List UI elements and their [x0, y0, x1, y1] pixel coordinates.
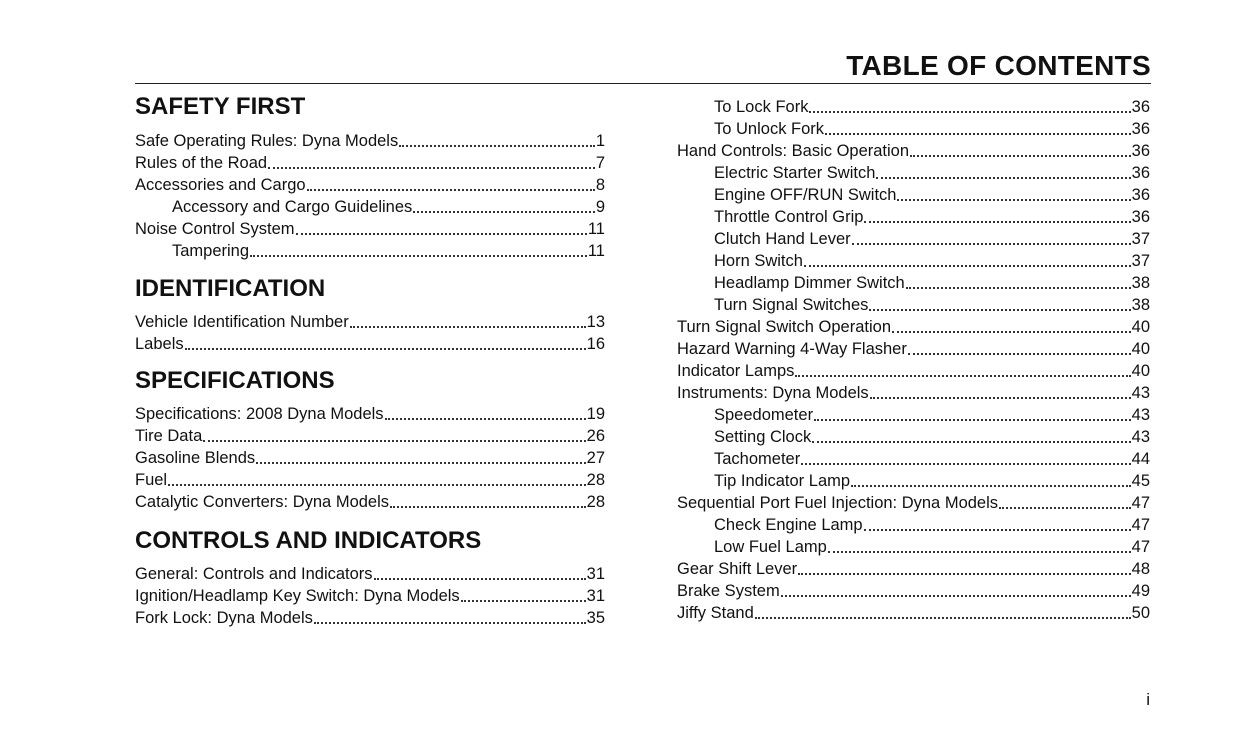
toc-entry-page: 47 — [1131, 516, 1150, 534]
toc-entry[interactable] — [135, 491, 605, 513]
toc-entry[interactable] — [677, 514, 1150, 536]
toc-entry[interactable] — [135, 311, 605, 333]
toc-entry-page: 36 — [1131, 120, 1150, 138]
toc-entry-page: 38 — [1131, 274, 1150, 292]
page-number: i — [1146, 690, 1150, 709]
dot-leader — [256, 462, 585, 464]
toc-entry-page: 37 — [1131, 252, 1150, 270]
toc-entry[interactable] — [135, 130, 605, 152]
dot-leader — [876, 177, 1130, 179]
toc-entry-label: Gear Shift Lever — [677, 560, 798, 578]
toc-entry-page: 40 — [1131, 340, 1150, 358]
toc-entry-page: 31 — [586, 565, 605, 583]
dot-leader — [314, 622, 586, 624]
dot-leader — [461, 600, 586, 602]
toc-entry-label: Gasoline Blends — [135, 449, 256, 467]
toc-entry[interactable] — [677, 448, 1150, 470]
toc-entry-page: 40 — [1131, 318, 1150, 336]
dot-leader — [892, 331, 1131, 333]
toc-entry-page: 36 — [1131, 164, 1150, 182]
toc-entry-page: 50 — [1131, 604, 1150, 622]
toc-entry-label: Instruments: Dyna Models — [677, 384, 869, 402]
toc-entry-page: 38 — [1131, 296, 1150, 314]
toc-entry-page: 37 — [1131, 230, 1150, 248]
toc-entry-label: Engine OFF/RUN Switch — [714, 186, 897, 204]
dot-leader — [999, 507, 1131, 509]
toc-entry[interactable] — [677, 492, 1150, 514]
toc-entry-page: 36 — [1131, 142, 1150, 160]
dot-leader — [296, 233, 587, 235]
dot-leader — [268, 167, 595, 169]
toc-entry-page: 26 — [586, 427, 605, 445]
dot-leader — [390, 506, 586, 508]
toc-entry-label: Low Fuel Lamp — [714, 538, 827, 556]
toc-entry[interactable] — [677, 558, 1150, 580]
toc-entry-page: 44 — [1131, 450, 1150, 468]
toc-entry-label: Vehicle Identification Number — [135, 313, 349, 331]
dot-leader — [908, 353, 1131, 355]
toc-entry[interactable] — [677, 360, 1150, 382]
toc-entry-label: General: Controls and Indicators — [135, 565, 373, 583]
dot-leader — [828, 551, 1131, 553]
dot-leader — [307, 189, 595, 191]
dot-leader — [795, 375, 1130, 377]
toc-entry[interactable] — [677, 536, 1150, 558]
toc-entry-page: 45 — [1131, 472, 1150, 490]
toc-entry-page: 40 — [1131, 362, 1150, 380]
dot-leader — [781, 595, 1131, 597]
toc-entry[interactable] — [135, 469, 605, 491]
toc-entry-label: Horn Switch — [714, 252, 803, 270]
toc-entry-label: Setting Clock — [714, 428, 812, 446]
toc-entry-label: Sequential Port Fuel Injection: Dyna Models — [677, 494, 999, 512]
toc-entry[interactable] — [677, 338, 1150, 360]
toc-entry-label: Indicator Lamps — [677, 362, 795, 380]
section-heading: SPECIFICATIONS — [135, 367, 335, 394]
toc-entry-page: 16 — [586, 335, 605, 353]
toc-entry[interactable] — [677, 162, 1150, 184]
dot-leader — [801, 463, 1130, 465]
dot-leader — [399, 145, 595, 147]
toc-entry-page: 28 — [586, 493, 605, 511]
toc-entry-page: 31 — [586, 587, 605, 605]
toc-entry-label: Hand Controls: Basic Operation — [677, 142, 910, 160]
dot-leader — [413, 211, 595, 213]
toc-entry-label: Tampering — [172, 242, 250, 260]
toc-entry[interactable] — [677, 382, 1150, 404]
toc-entry[interactable] — [135, 447, 605, 469]
toc-entry-label: Electric Starter Switch — [714, 164, 876, 182]
section-heading: IDENTIFICATION — [135, 275, 326, 302]
toc-entry-page: 43 — [1131, 406, 1150, 424]
dot-leader — [870, 397, 1131, 399]
toc-entry-label: Rules of the Road — [135, 154, 268, 172]
toc-entry[interactable] — [677, 228, 1150, 250]
toc-entry-page: 13 — [586, 313, 605, 331]
toc-entry[interactable] — [135, 425, 605, 447]
toc-entry-page: 11 — [587, 242, 605, 260]
toc-entry[interactable] — [135, 240, 605, 262]
toc-entry-label: Speedometer — [714, 406, 814, 424]
dot-leader — [203, 440, 585, 442]
toc-entry-page: 8 — [595, 176, 605, 194]
dot-leader — [812, 441, 1130, 443]
toc-entry[interactable] — [677, 470, 1150, 492]
toc-entry-label: To Lock Fork — [714, 98, 809, 116]
toc-entry[interactable] — [677, 316, 1150, 338]
toc-entry[interactable] — [135, 585, 605, 607]
toc-entry[interactable] — [677, 118, 1150, 140]
toc-entry-page: 43 — [1131, 384, 1150, 402]
toc-entry[interactable] — [677, 404, 1150, 426]
toc-entry[interactable] — [677, 184, 1150, 206]
toc-entry[interactable] — [677, 206, 1150, 228]
dot-leader — [385, 418, 586, 420]
toc-entry-label: Labels — [135, 335, 184, 353]
dot-leader — [864, 221, 1130, 223]
toc-entry-page: 35 — [586, 609, 605, 627]
dot-leader — [250, 255, 587, 257]
toc-entry-page: 27 — [586, 449, 605, 467]
dot-leader — [374, 578, 586, 580]
toc-entry-page: 7 — [595, 154, 605, 172]
section-heading: SAFETY FIRST — [135, 93, 306, 120]
toc-entry-label: Accessories and Cargo — [135, 176, 306, 194]
dot-leader — [852, 243, 1131, 245]
toc-entry[interactable] — [677, 294, 1150, 316]
dot-leader — [897, 199, 1130, 201]
dot-leader — [350, 326, 586, 328]
toc-entry[interactable] — [135, 607, 605, 629]
toc-entry-label: Throttle Control Grip — [714, 208, 864, 226]
dot-leader — [804, 265, 1131, 267]
toc-entry[interactable] — [677, 272, 1150, 294]
toc-entry[interactable] — [135, 563, 605, 585]
toc-entry-page: 11 — [587, 220, 605, 238]
toc-entry[interactable] — [677, 602, 1150, 624]
toc-entry-label: Noise Control System — [135, 220, 295, 238]
toc-entry-label: Turn Signal Switches — [714, 296, 869, 314]
toc-entry-label: Accessory and Cargo Guidelines — [172, 198, 413, 216]
dot-leader — [825, 133, 1131, 135]
toc-entry[interactable] — [677, 250, 1150, 272]
toc-entry[interactable] — [677, 140, 1150, 162]
toc-entry-label: Fork Lock: Dyna Models — [135, 609, 313, 627]
dot-leader — [185, 348, 586, 350]
toc-entry[interactable] — [135, 152, 605, 174]
toc-entry-page: 19 — [586, 405, 605, 423]
dot-leader — [906, 287, 1131, 289]
toc-entry[interactable] — [135, 174, 605, 196]
toc-entry-page: 36 — [1131, 186, 1150, 204]
toc-entry-page: 47 — [1131, 494, 1150, 512]
section-heading: CONTROLS AND INDICATORS — [135, 527, 482, 554]
page-title: TABLE OF CONTENTS — [846, 50, 1151, 81]
toc-entry[interactable] — [677, 96, 1150, 118]
header-rule — [135, 83, 1151, 84]
toc-entry-page: 1 — [595, 132, 605, 150]
toc-entry-label: Tip Indicator Lamp — [714, 472, 851, 490]
dot-leader — [798, 573, 1131, 575]
toc-entry-label: Clutch Hand Lever — [714, 230, 851, 248]
toc-entry-label: Specifications: 2008 Dyna Models — [135, 405, 384, 423]
dot-leader — [755, 617, 1131, 619]
toc-entry[interactable] — [135, 218, 605, 240]
toc-entry-page: 47 — [1131, 538, 1150, 556]
dot-leader — [910, 155, 1131, 157]
toc-entry-label: Headlamp Dimmer Switch — [714, 274, 905, 292]
toc-entry-label: To Unlock Fork — [714, 120, 825, 138]
toc-entry-page: 36 — [1131, 98, 1150, 116]
toc-entry-page: 48 — [1131, 560, 1150, 578]
toc-entry-label: Turn Signal Switch Operation — [677, 318, 891, 336]
toc-entry-label: Fuel — [135, 471, 168, 489]
toc-entry-label: Tire Data — [135, 427, 203, 445]
toc-entry-page: 28 — [586, 471, 605, 489]
toc-entry-label: Safe Operating Rules: Dyna Models — [135, 132, 399, 150]
toc-entry[interactable] — [135, 403, 605, 425]
dot-leader — [809, 111, 1130, 113]
toc-entry-page: 49 — [1131, 582, 1150, 600]
toc-entry-page: 9 — [595, 198, 605, 216]
dot-leader — [869, 309, 1130, 311]
toc-entry-label: Ignition/Headlamp Key Switch: Dyna Models — [135, 587, 460, 605]
toc-entry[interactable] — [677, 580, 1150, 602]
dot-leader — [851, 485, 1131, 487]
toc-entry[interactable] — [135, 196, 605, 218]
toc-entry-label: Check Engine Lamp — [714, 516, 863, 534]
toc-entry-label: Jiffy Stand — [677, 604, 754, 622]
dot-leader — [168, 484, 586, 486]
dot-leader — [814, 419, 1131, 421]
toc-entry[interactable] — [135, 333, 605, 355]
toc-entry-label: Tachometer — [714, 450, 801, 468]
toc-entry-label: Catalytic Converters: Dyna Models — [135, 493, 390, 511]
dot-leader — [864, 529, 1131, 531]
toc-entry[interactable] — [677, 426, 1150, 448]
toc-entry-label: Brake System — [677, 582, 780, 600]
toc-entry-label: Hazard Warning 4-Way Flasher — [677, 340, 907, 358]
toc-entry-page: 36 — [1131, 208, 1150, 226]
toc-entry-page: 43 — [1131, 428, 1150, 446]
